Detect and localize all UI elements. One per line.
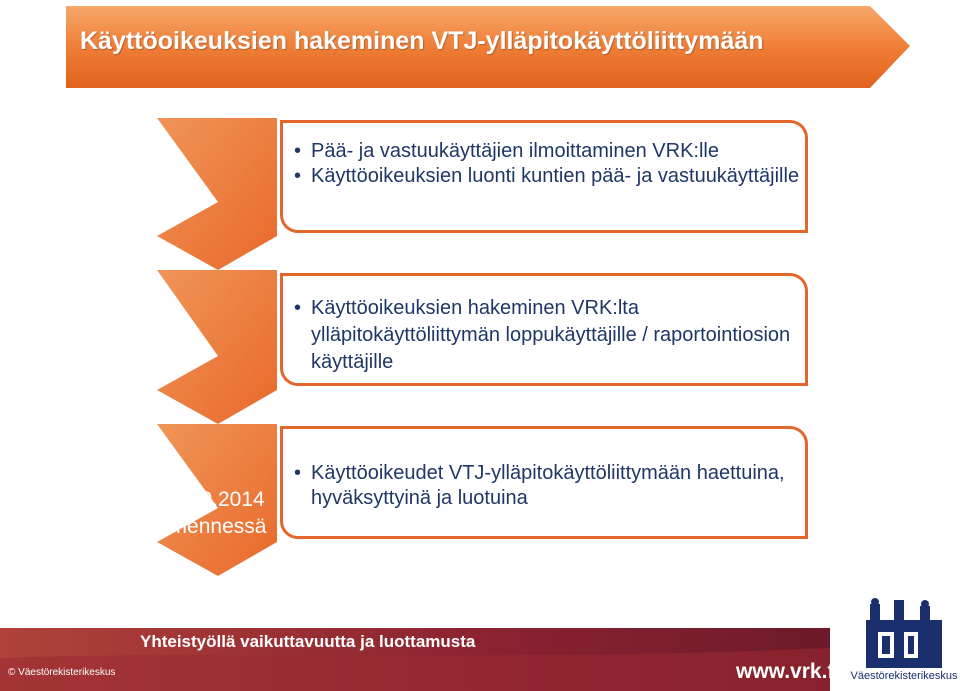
footer-url[interactable]: www.vrk.fi (736, 660, 841, 683)
step-box-1 (280, 120, 808, 233)
deadline-date: 1.10.2014 (171, 488, 265, 511)
step-1-bullet-1: • Pää- ja vastuukäyttäjien ilmoittaminen VRK:lle (311, 139, 805, 164)
step-box-2 (280, 273, 808, 386)
footer-slogan: Yhteistyöllä vaikuttavuutta ja luottamusta (140, 632, 476, 651)
footer-copyright: © Väestörekisterikeskus (8, 667, 116, 678)
step-3-bullet-1: • Käyttöoikeudet VTJ-ylläpitokäyttöliittymään haettuina, hyväksyttyinä ja luotuina (311, 461, 805, 511)
deadline-suffix: mennessä (169, 515, 267, 538)
chevron-step-1 (157, 118, 277, 270)
deadline-label (160, 486, 276, 540)
chevron-step-2 (157, 270, 277, 424)
step-2-bullet-1: • Käyttöoikeuksien hakeminen VRK:lta ylläpitokäyttöliittymän loppukäyttäjille / raportointiosion käyttäjille (311, 295, 805, 376)
step-box-3 (280, 426, 808, 539)
page-title: Käyttöoikeuksien hakeminen VTJ-ylläpitokäyttöliittymään (80, 27, 764, 55)
step-1-bullet-2: • Käyttöoikeuksien luonti kuntien pää- ja vastuukäyttäjille (311, 164, 805, 189)
logo-wordmark: Väestörekisterikeskus (850, 670, 958, 682)
